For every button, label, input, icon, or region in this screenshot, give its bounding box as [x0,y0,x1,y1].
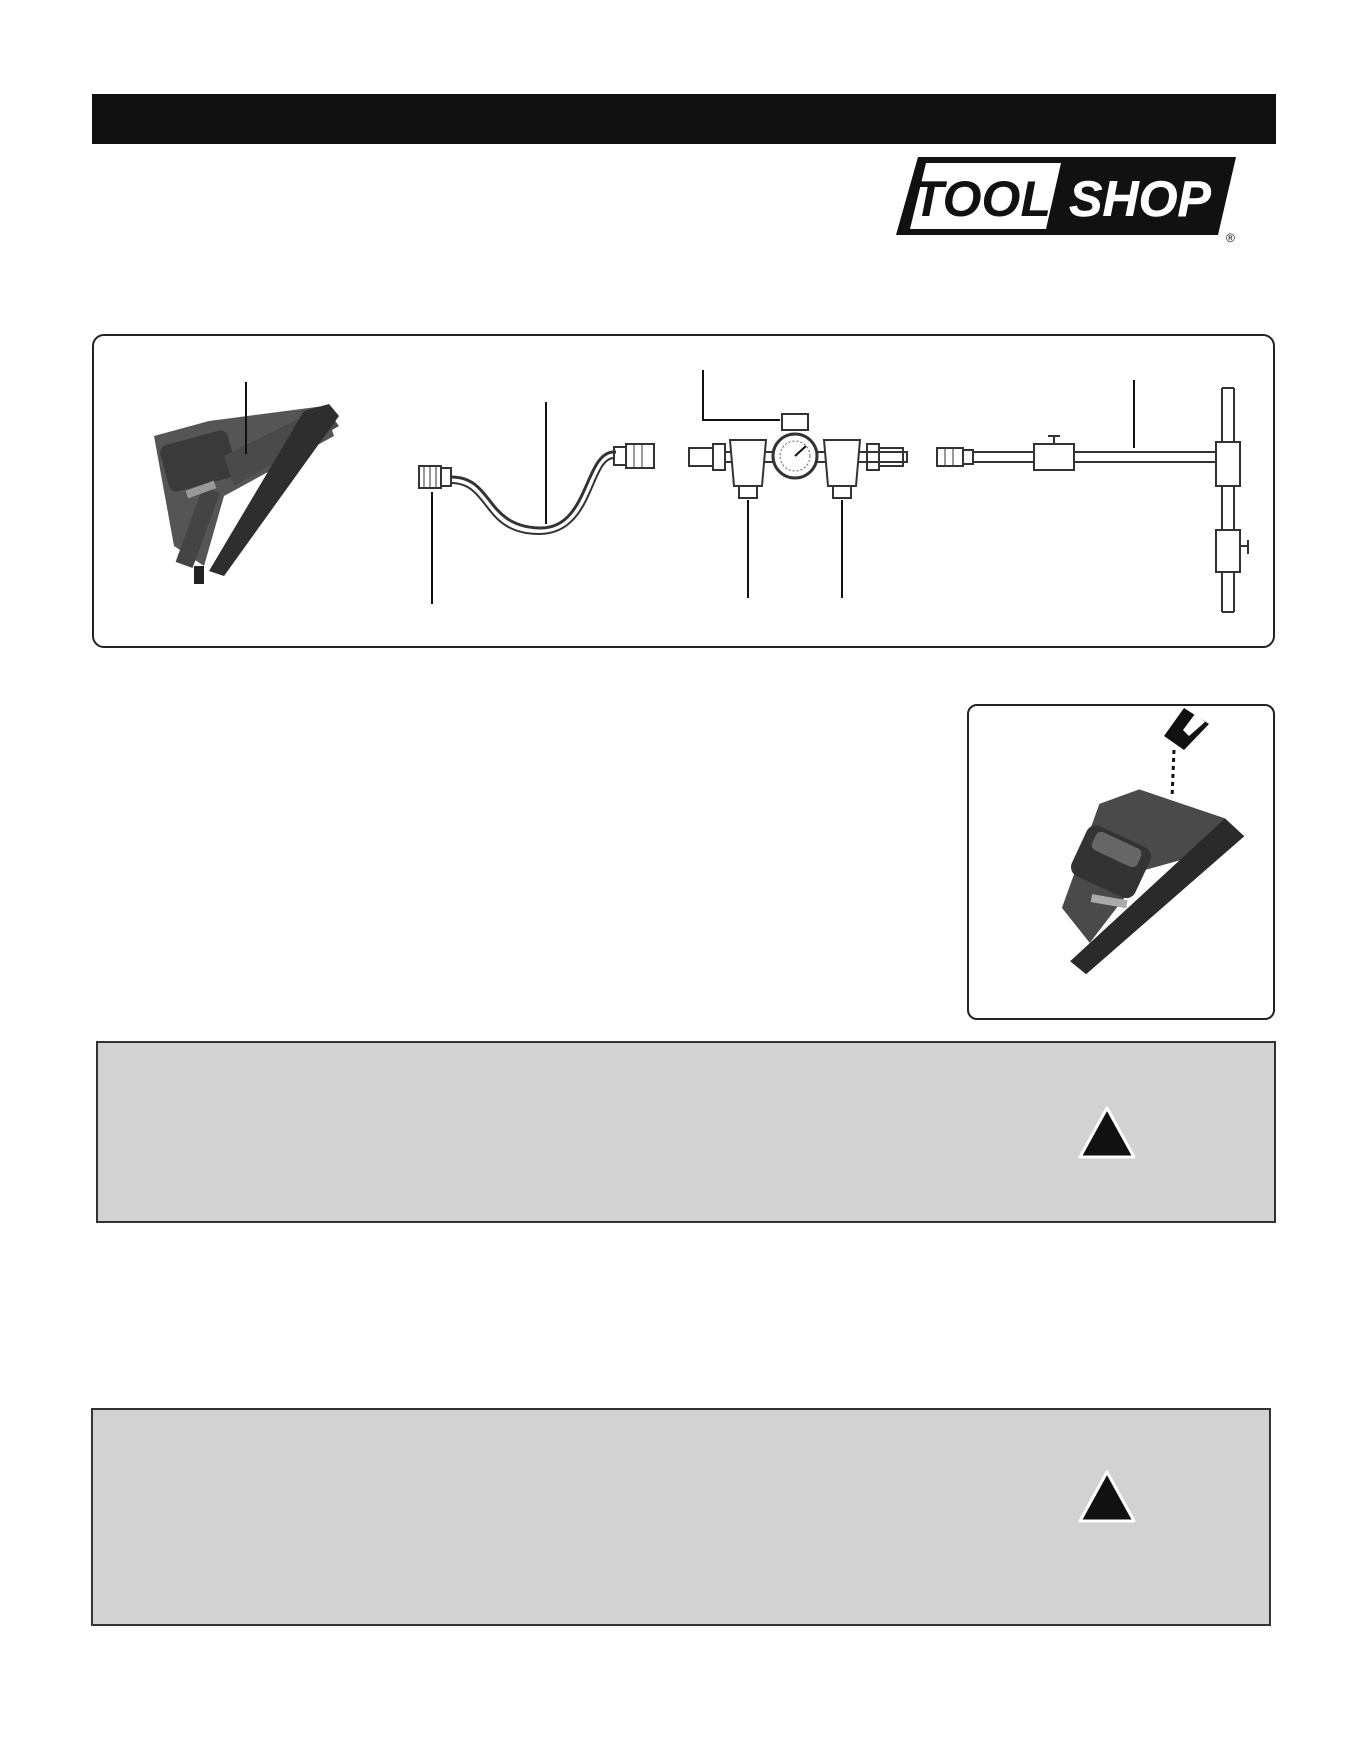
tool-shop-logo [896,153,1240,243]
warning-triangle-icon [1078,1470,1136,1524]
regulator-knob [782,414,808,430]
warning-triangle-icon [1078,1106,1136,1160]
callout-line-regulator [703,370,780,420]
oil-drops [1172,750,1174,798]
filter-regulator-illustration [689,414,907,498]
component-diagram [92,334,1275,648]
air-pipe-system-illustration [937,388,1248,612]
oiling-figure [967,704,1275,1020]
registered-mark: ® [1226,231,1235,243]
nailer-oiling-illustration [1032,768,1248,1011]
logo-word-left: TOOL [913,171,1051,227]
air-hose-illustration [419,444,654,534]
header-bar [92,94,1276,144]
logo-word-right: SHOP [1069,171,1211,227]
